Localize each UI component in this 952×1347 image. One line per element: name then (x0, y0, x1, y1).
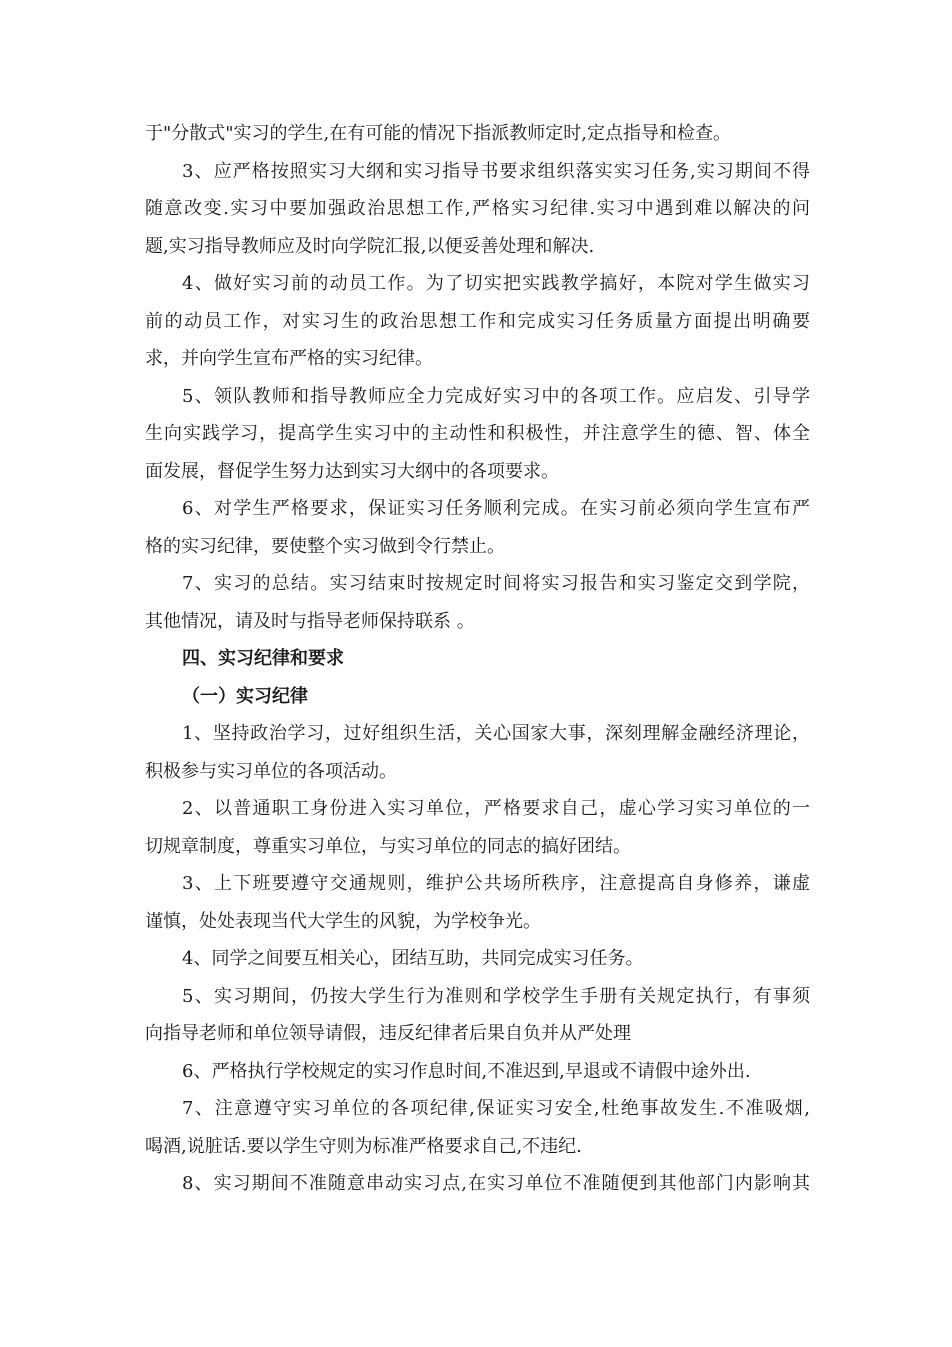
text-line: 喝酒,说脏话.要以学生守则为标准严格要求自己,不违纪. (145, 1135, 582, 1157)
text-line: 面发展，督促学生努力达到实习大纲中的各项要求。 (145, 460, 559, 482)
document-body (145, 115, 810, 1203)
text-line: 7、实习的总结。实习结束时按规定时间将实习报告和实习鉴定交到学院， (182, 573, 810, 594)
text-line: 向指导老师和单位领导请假，违反纪律者后果自负并从严处理 (145, 1023, 631, 1044)
text-line: 切规章制度，尊重实习单位，与实习单位的同志的搞好团结。 (145, 835, 631, 857)
text-line: 1、坚持政治学习，过好组织生活，关心国家大事，深刻理解金融经济理论， (182, 723, 810, 744)
section-heading: （一）实习纪律 (182, 685, 308, 707)
text-line: 8、实习期间不准随意串动实习点,在实习单位不准随便到其他部门内影响其 (182, 1173, 810, 1194)
text-line: 生向实践学习，提高学生实习中的主动性和积极性，并注意学生的德、智、体全 (145, 423, 810, 444)
text-line: 3、上下班要遵守交通规则，维护公共场所秩序，注意提高自身修养，谦虚 (182, 873, 810, 894)
text-line: 2、以普通职工身份进入实习单位，严格要求自己，虚心学习实习单位的一 (182, 798, 810, 819)
text-line: 4、同学之间要互相关心，团结互助，共同完成实习任务。 (182, 948, 644, 969)
text-line: 6、严格执行学校规定的实习作息时间,不准迟到,早退或不请假中途外出. (182, 1060, 751, 1082)
text-line: 求，并向学生宣布严格的实习纪律。 (145, 348, 433, 369)
text-line: 格的实习纪律，要使整个实习做到令行禁止。 (145, 535, 505, 557)
text-line: 随意改变.实习中要加强政治思想工作,严格实习纪律.实习中遇到难以解决的问 (145, 198, 810, 219)
text-line: 3、应严格按照实习大纲和实习指导书要求组织落实实习任务,实习期间不得 (182, 160, 810, 182)
text-line: 积极参与实习单位的各项活动。 (145, 760, 397, 782)
text-line: 前的动员工作，对实习生的政治思想工作和完成实习任务质量方面提出明确要 (145, 310, 810, 332)
text-line: 于"分散式"实习的学生,在有可能的情况下指派教师定时,定点指导和检查。 (145, 123, 731, 144)
text-line: 5、实习期间，仍按大学生行为准则和学校学生手册有关规定执行，有事须 (182, 985, 810, 1007)
text-line: 6、对学生严格要求，保证实习任务顺利完成。在实习前必须向学生宣布严 (182, 498, 810, 519)
text-line: 其他情况，请及时与指导老师保持联系 。 (145, 610, 475, 632)
text-line: 5、领队教师和指导教师应全力完成好实习中的各项工作。应启发、引导学 (182, 385, 810, 407)
text-line: 4、做好实习前的动员工作。为了切实把实践教学搞好，本院对学生做实习 (182, 273, 810, 294)
section-heading: 四、实习纪律和要求 (182, 648, 344, 669)
text-line: 谨慎，处处表现当代大学生的风貌，为学校争光。 (145, 910, 541, 932)
text-line: 7、注意遵守实习单位的各项纪律,保证实习安全,杜绝事故发生.不准吸烟, (182, 1098, 810, 1119)
text-line: 题,实习指导教师应及时向学院汇报,以便妥善处理和解决. (145, 235, 595, 257)
